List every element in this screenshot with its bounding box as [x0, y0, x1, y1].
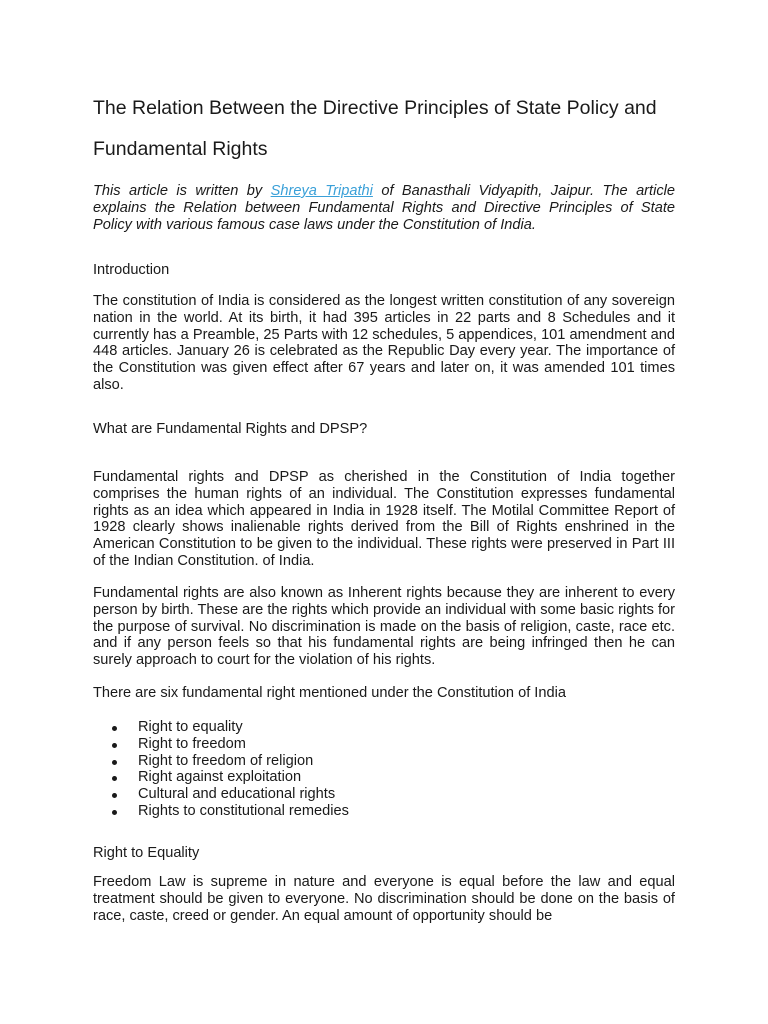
bullet-icon: [112, 810, 117, 815]
byline-suffix: of Banasthali Vidyapith, Jaipur. The article explains the Relation between Fundamental Rights and Directive Principles of State Policy with various famous case laws under the Constitution of India.: [93, 183, 675, 233]
list-item: [93, 719, 349, 736]
introduction-paragraph: The constitution of India is considered as the longest written constitution of any sovereign nation in the world. At its birth, it had 395 articles in 22 parts and 8 Schedules and it currently has a Preamble, 25 Parts with 12 schedules, 5 appendices, 101 amendment and 448 articles. January 26 is celebrated as the Republic Day every year. The importance of the Constitution was given effect after 67 years and later on, it was amended 101 times also.: [93, 293, 675, 393]
list-item-label: Right to freedom: [138, 735, 246, 752]
list-item-label: Right to equality: [138, 719, 243, 735]
list-item-label: Cultural and educational rights: [138, 786, 336, 803]
list-item: [93, 769, 349, 786]
list-item-label: Right to freedom of religion: [138, 752, 314, 769]
bullet-icon: [112, 743, 117, 748]
introduction-heading: Introduction: [93, 262, 170, 278]
list-item: [93, 736, 349, 753]
equality-heading: Right to Equality: [93, 845, 200, 861]
list-item: [93, 803, 349, 820]
bullet-icon: [112, 776, 117, 781]
list-item: [93, 786, 349, 803]
fr-dpsp-paragraph-3: There are six fundamental right mentioned under the Constitution of India: [93, 685, 566, 701]
page-title: The Relation Between the Directive Principles of State Policy and Fundamental Rights: [93, 97, 657, 160]
author-link[interactable]: Shreya Tripathi: [270, 183, 373, 199]
fr-dpsp-paragraph-2: Fundamental rights are also known as Inherent rights because they are inherent to every person by birth. These are the rights which provide an individual with some basic rights for the purpose of survival. No discrimination is made on the basis of religion, caste, race etc. and if any person feels so that his fundamental rights are being infringed then he can surely approach to court for the violation of his rights.: [93, 585, 675, 669]
list-item: [93, 753, 349, 770]
fr-dpsp-heading: What are Fundamental Rights and DPSP?: [93, 421, 368, 437]
byline-prefix: This article is written by: [93, 183, 271, 199]
byline-paragraph: [93, 183, 675, 234]
fr-dpsp-paragraph-1: Fundamental rights and DPSP as cherished in the Constitution of India together comprises the human rights of an individual. The Constitution expresses fundamental rights as an idea which appeared in India in 1928 itself. The Motilal Committee Report of 1928 clearly shows inalienable rights derived from the Bill of Rights enshrined in the American Constitution to be given to the individual. These rights were preserved in Part III of the Indian Constitution. of India.: [93, 469, 675, 569]
equality-paragraph: Freedom Law is supreme in nature and everyone is equal before the law and equal treatment should be given to everyone. No discrimination should be done on the basis of race, caste, creed or gender. An equal amount of opportunity should be: [93, 874, 675, 924]
list-item-label: Rights to constitutional remedies: [138, 802, 349, 819]
rights-list: [93, 719, 349, 820]
bullet-icon: [112, 760, 117, 765]
bullet-icon: [112, 793, 117, 798]
list-item-label: Right against exploitation: [138, 769, 302, 786]
bullet-icon: [112, 726, 117, 731]
